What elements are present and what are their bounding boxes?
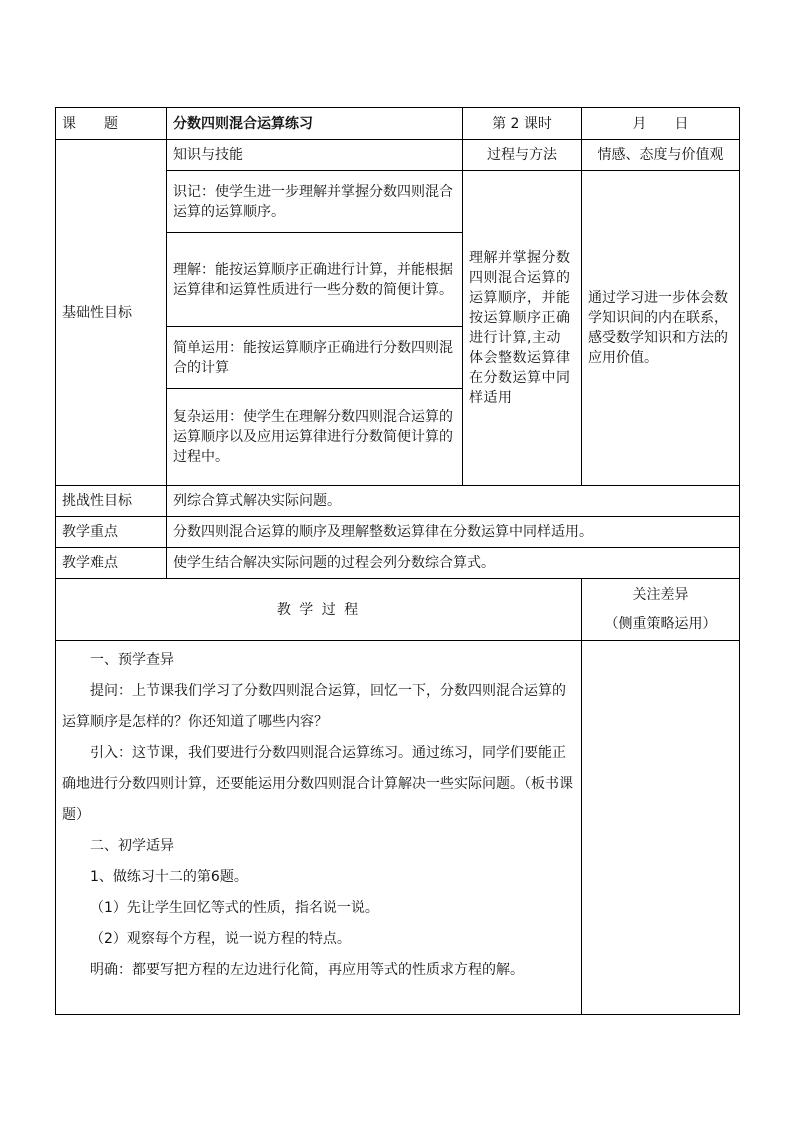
goals-header-row: [56, 140, 740, 171]
process-paragraph: （1）先让学生回忆等式的性质，指名说一说。: [90, 900, 379, 916]
process-paragraph: （2）观察每个方程，说一说方程的特点。: [90, 931, 351, 947]
key-point-row: [56, 517, 740, 548]
col-knowledge: 知识与技能: [167, 140, 463, 171]
difficulty-text: 使学生结合解决实际问题的过程会列分数综合算式。: [167, 548, 740, 579]
process-header-row: [56, 579, 740, 641]
challenge-row: [56, 486, 740, 517]
focus-header-line-2: （侧重策略运用）: [604, 615, 717, 632]
knowledge-item: 识记：使学生进一步理解并掌握分数四则混合运算的运算顺序。: [167, 171, 463, 233]
process-body: [56, 641, 582, 1015]
lesson-plan-table: [55, 107, 740, 1015]
knowledge-item: 理解：能按运算顺序正确进行计算，并能根据运算律和运算性质进行一些分数的简便计算。: [167, 233, 463, 327]
process-text: 理解并掌握分数四则混合运算的运算顺序，并能按运算顺序正确进行计算,主动体会整数运算律在分数运算中同样适用: [463, 171, 582, 486]
col-process: 过程与方法: [463, 140, 582, 171]
process-body-row: [56, 641, 740, 1015]
emotion-text: 通过学习进一步体会数学知识间的内在联系，感受数学知识和方法的应用价值。: [582, 171, 740, 486]
challenge-text: 列综合算式解决实际问题。: [167, 486, 740, 517]
process-paragraph: 一、预学查异: [90, 652, 174, 668]
basic-goals-label: 基础性目标: [56, 140, 167, 486]
focus-header-line-1: 关注差异: [632, 586, 689, 603]
process-paragraph: 提问：上节课我们学习了分数四则混合运算，回忆一下，分数四则混合运算的运算顺序是怎样的？你还知道了哪些内容？: [62, 683, 566, 730]
challenge-label: 挑战性目标: [56, 486, 167, 517]
header-row: [56, 108, 740, 140]
focus-header: [582, 579, 740, 641]
difficulty-label: 教学难点: [56, 548, 167, 579]
key-point-text: 分数四则混合运算的顺序及理解整数运算律在分数运算中同样适用。: [167, 517, 740, 548]
col-emotion: 情感、态度与价值观: [582, 140, 740, 171]
subject-label: 课 题: [56, 108, 167, 140]
process-header: 教 学 过 程: [56, 579, 582, 641]
date: 月 日: [582, 108, 740, 140]
process-paragraph: 明确：都要写把方程的左边进行化简，再应用等式的性质求方程的解。: [90, 962, 524, 978]
process-paragraph: 二、初学适异: [90, 838, 174, 854]
key-point-label: 教学重点: [56, 517, 167, 548]
lesson-title: 分数四则混合运算练习: [167, 108, 463, 140]
difficulty-row: [56, 548, 740, 579]
focus-body: [582, 641, 740, 1015]
knowledge-item: 复杂运用：使学生在理解分数四则混合运算的运算顺序以及应用运算律进行分数简便计算的过程中。: [167, 389, 463, 486]
knowledge-item: 简单运用：能按运算顺序正确进行分数四则混合的计算: [167, 327, 463, 389]
period: 第 2 课时: [463, 108, 582, 140]
process-paragraph: 引入：这节课，我们要进行分数四则混合运算练习。通过练习，同学们要能正确地进行分数四则计算，还要能运用分数四则混合计算解决一些实际问题。（板书课题）: [62, 745, 573, 823]
process-paragraph: 1、做练习十二的第6题。: [90, 869, 248, 885]
